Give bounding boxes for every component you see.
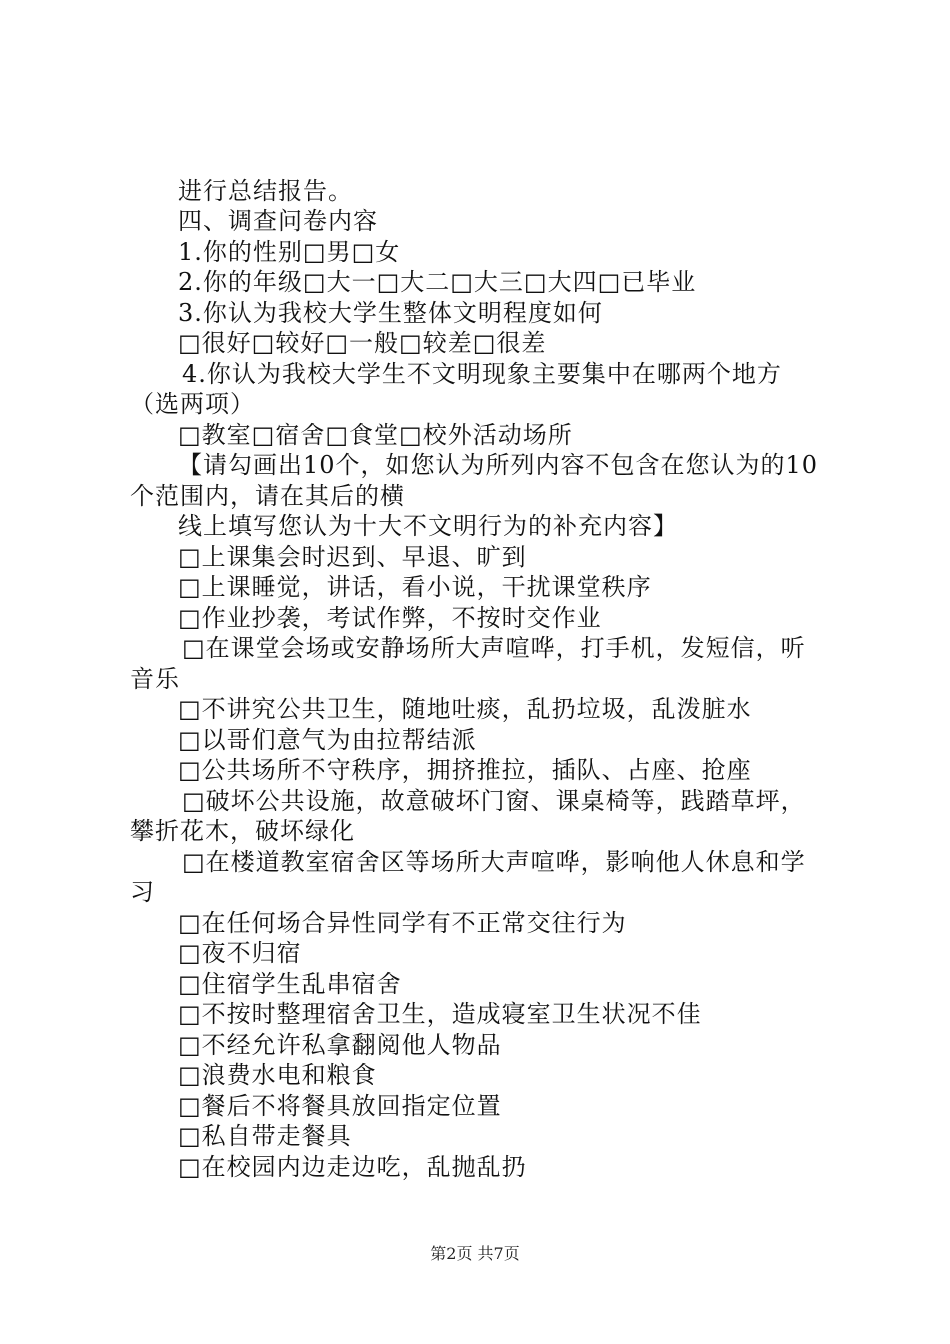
checklist-item-cont: 习 xyxy=(130,878,155,906)
checklist-item: □不经允许私拿翻阅他人物品 xyxy=(178,1031,502,1059)
question-2: 2.你的年级□大一□大二□大三□大四□已毕业 xyxy=(178,268,697,296)
checklist-item: □餐后不将餐具放回指定位置 xyxy=(178,1092,502,1120)
checklist-item: □上课睡觉，讲话，看小说，干扰课堂秩序 xyxy=(178,573,652,601)
section-heading: 四、调查问卷内容 xyxy=(178,207,378,235)
checklist-item: □破坏公共设施，故意破坏门窗、课桌椅等，践踏草坪， xyxy=(182,787,806,815)
checklist-item: □作业抄袭，考试作弊，不按时交作业 xyxy=(178,604,602,632)
checklist-item: □浪费水电和粮食 xyxy=(178,1061,377,1089)
instruction-cont: 个范围内，请在其后的横 xyxy=(130,482,405,510)
checklist-item: □不讲究公共卫生，随地吐痰，乱扔垃圾，乱泼脏水 xyxy=(178,695,752,723)
checklist-item: □在楼道教室宿舍区等场所大声喧哗，影响他人休息和学 xyxy=(182,848,806,876)
checklist-item: □在任何场合异性同学有不正常交往行为 xyxy=(178,909,627,937)
checklist-item: □公共场所不守秩序，拥挤推拉，插队、占座、抢座 xyxy=(178,756,752,784)
question-1: 1.你的性别□男□女 xyxy=(178,238,401,266)
checklist-item: □住宿学生乱串宿舍 xyxy=(178,970,402,998)
checklist-item-cont: 攀折花木，破坏绿化 xyxy=(130,817,355,845)
checklist-item: □上课集会时迟到、早退、旷到 xyxy=(178,543,527,571)
instruction-line: 【请勾画出10个，如您认为所列内容不包含在您认为的10 xyxy=(178,451,819,479)
checklist-item: □以哥们意气为由拉帮结派 xyxy=(178,726,477,754)
question-4-cont: （选两项） xyxy=(130,390,255,418)
page-footer: 第2页 共7页 xyxy=(430,1244,520,1263)
text-line: 进行总结报告。 xyxy=(178,177,353,205)
checklist-item: □不按时整理宿舍卫生，造成寝室卫生状况不佳 xyxy=(178,1000,702,1028)
question-3: 3.你认为我校大学生整体文明程度如何 xyxy=(178,299,603,327)
question-3-options: □很好□较好□一般□较差□很差 xyxy=(178,329,547,357)
question-4: 4.你认为我校大学生不文明现象主要集中在哪两个地方 xyxy=(182,360,782,388)
checklist-item: □私自带走餐具 xyxy=(178,1122,352,1150)
question-4-options: □教室□宿舍□食堂□校外活动场所 xyxy=(178,421,573,449)
instruction-cont: 线上填写您认为十大不文明行为的补充内容】 xyxy=(178,512,678,540)
checklist-item: □在校园内边走边吃，乱抛乱扔 xyxy=(178,1153,527,1181)
checklist-item-cont: 音乐 xyxy=(130,665,180,693)
checklist-item: □在课堂会场或安静场所大声喧哗，打手机，发短信，听 xyxy=(182,634,806,662)
checklist-item: □夜不归宿 xyxy=(178,939,302,967)
